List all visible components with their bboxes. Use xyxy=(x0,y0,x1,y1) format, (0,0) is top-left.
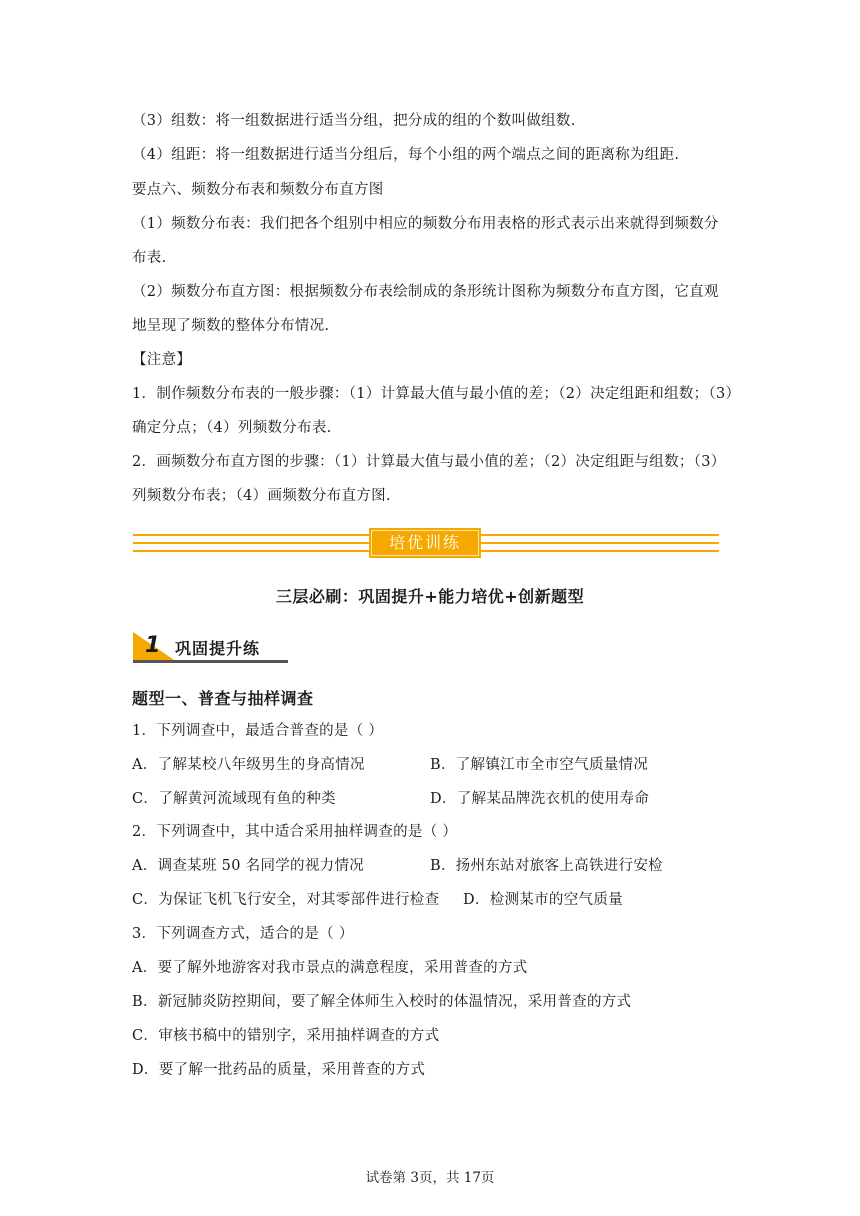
text-line-note-1a: 1．制作频数分布表的一般步骤：（1）计算最大值与最小值的差；（2）决定组距和组数；（3） xyxy=(132,386,741,402)
question-1-option-b: B．了解镇江市全市空气质量情况 xyxy=(430,757,649,773)
question-3-option-c: C．审核书稿中的错别字，采用抽样调查的方式 xyxy=(132,1028,440,1044)
question-1-option-c: C．了解黄河流域现有鱼的种类 xyxy=(132,791,336,807)
question-1-option-d: D．了解某品牌洗衣机的使用寿命 xyxy=(430,791,650,807)
question-2-option-a: A．调查某班 50 名同学的视力情况 xyxy=(132,858,365,874)
text-line-note-1b: 确定分点；（4）列频数分布表. xyxy=(132,420,332,436)
text-line-histogram-2: 地呈现了频数的整体分布情况. xyxy=(132,318,330,334)
text-line-group-width: （4）组距：将一组数据进行适当分组后，每个小组的两个端点之间的距离称为组距. xyxy=(132,147,680,163)
section-banner xyxy=(133,528,719,558)
text-line-note-2a: 2．画频数分布直方图的步骤：（1）计算最大值与最小值的差；（2）决定组距与组数；（3） xyxy=(132,454,726,470)
text-line-freq-table-1: （1）频数分布表：我们把各个组别中相应的频数分布用表格的形式表示出来就得到频数分 xyxy=(132,216,719,232)
text-line-key-point-six: 要点六、频数分布表和频数分布直方图 xyxy=(132,182,384,198)
practice-subtitle: 三层必刷：巩固提升+能力培优+创新题型 xyxy=(275,587,585,606)
text-line-group-count: （3）组数：将一组数据进行适当分组，把分成的组的个数叫做组数. xyxy=(132,113,576,129)
question-2-stem: 2．下列调查中，其中适合采用抽样调查的是（ ） xyxy=(132,824,458,840)
level-badge xyxy=(133,632,293,664)
banner-label xyxy=(369,528,481,558)
question-1-stem: 1．下列调查中，最适合普查的是（ ） xyxy=(132,723,384,739)
banner-label-frame xyxy=(371,530,479,556)
badge-text: 巩固提升练 xyxy=(175,639,261,658)
question-2-option-c: C．为保证飞机飞行安全，对其零部件进行检查 xyxy=(132,892,440,908)
question-1-option-a: A．了解某校八年级男生的身高情况 xyxy=(132,757,365,773)
question-2-option-b: B．扬州东站对旅客上高铁进行安检 xyxy=(430,858,663,874)
question-3-stem: 3．下列调查方式，适合的是（ ） xyxy=(132,926,354,942)
text-line-note-heading: 【注意】 xyxy=(132,352,192,368)
text-line-histogram-1: （2）频数分布直方图：根据频数分布表绘制成的条形统计图称为频数分布直方图，它直观 xyxy=(132,284,719,300)
badge-underline xyxy=(133,660,288,663)
badge-number: 1 xyxy=(145,633,161,658)
question-3-option-a: A．要了解外地游客对我市景点的满意程度，采用普查的方式 xyxy=(132,960,528,976)
section-title: 题型一、普查与抽样调查 xyxy=(132,689,314,708)
question-3-option-d: D．要了解一批药品的质量，采用普查的方式 xyxy=(132,1062,426,1078)
text-line-note-2b: 列频数分布表；（4）画频数分布直方图. xyxy=(132,488,391,504)
question-2-option-d: D．检测某市的空气质量 xyxy=(463,892,623,908)
banner-label-text: 培优训练 xyxy=(388,533,461,552)
question-3-option-b: B．新冠肺炎防控期间，要了解全体师生入校时的体温情况，采用普查的方式 xyxy=(132,994,632,1010)
page-footer: 试卷第 3页，共 17页 xyxy=(365,1170,495,1186)
text-line-freq-table-2: 布表. xyxy=(132,250,167,266)
